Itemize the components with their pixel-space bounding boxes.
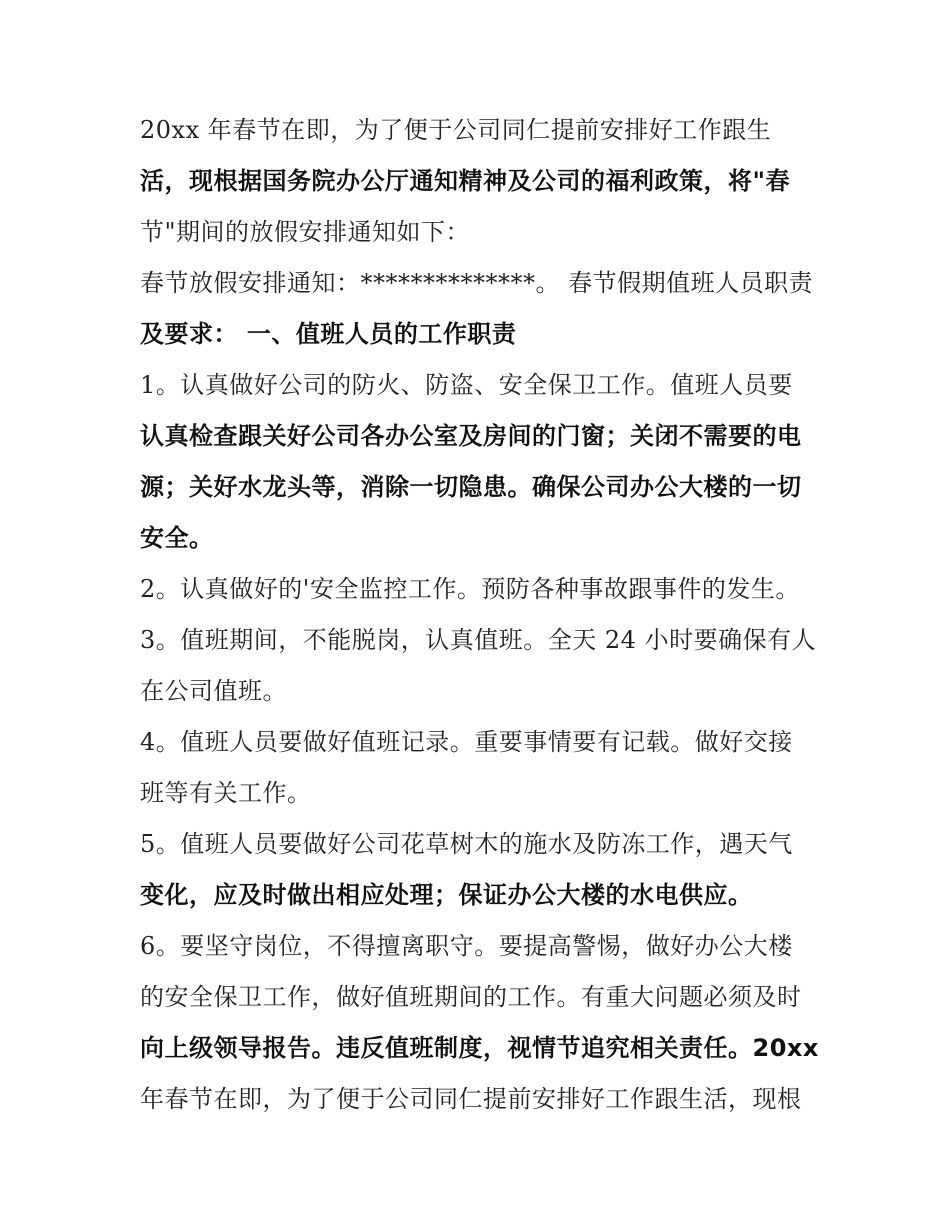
text-line: 3。值班期间，不能脱岗，认真值班。全天 24 小时要确保有人 bbox=[140, 626, 817, 654]
text-line: 认真检查跟关好公司各办公室及房间的门窗；关闭不需要的电 bbox=[140, 422, 802, 450]
text-line: 变化，应及时做出相应处理；保证办公大楼的水电供应。 bbox=[140, 881, 753, 909]
text-line: 2。认真做好的'安全监控工作。预防各种事故跟事件的发生。 bbox=[140, 575, 800, 603]
text-line: 的安全保卫工作，做好值班期间的工作。有重大问题必须及时 bbox=[140, 983, 802, 1011]
text-line: 在公司值班。 bbox=[140, 677, 287, 705]
text-line: 源；关好水龙头等，消除一切隐患。确保公司办公大楼的一切 bbox=[140, 473, 802, 501]
text-line: 5。值班人员要做好公司花草树木的施水及防冻工作，遇天气 bbox=[140, 830, 793, 858]
text-line: 班等有关工作。 bbox=[140, 779, 312, 807]
text-line: 节"期间的放假安排通知如下： bbox=[140, 218, 471, 246]
text-line: 安全。 bbox=[140, 524, 214, 552]
text-line: 20xx 年春节在即，为了便于公司同仁提前安排好工作跟生 bbox=[140, 116, 772, 144]
text-line: 年春节在即，为了便于公司同仁提前安排好工作跟生活，现根 bbox=[140, 1085, 802, 1113]
text-line: 及要求： 一、值班人员的工作职责 bbox=[140, 320, 517, 348]
text-line: 向上级领导报告。违反值班制度，视情节追究相关责任。20xx bbox=[140, 1034, 819, 1062]
text-line: 春节放假安排通知：**************。 春节假期值班人员职责 bbox=[140, 269, 814, 297]
text-line: 1。认真做好公司的防火、防盗、安全保卫工作。值班人员要 bbox=[140, 371, 793, 399]
text-line: 6。要坚守岗位，不得擅离职守。要提高警惕，做好办公大楼 bbox=[140, 932, 793, 960]
text-line: 活，现根据国务院办公厅通知精神及公司的福利政策，将"春 bbox=[140, 167, 791, 195]
text-line: 4。值班人员要做好值班记录。重要事情要有记载。做好交接 bbox=[140, 728, 793, 756]
